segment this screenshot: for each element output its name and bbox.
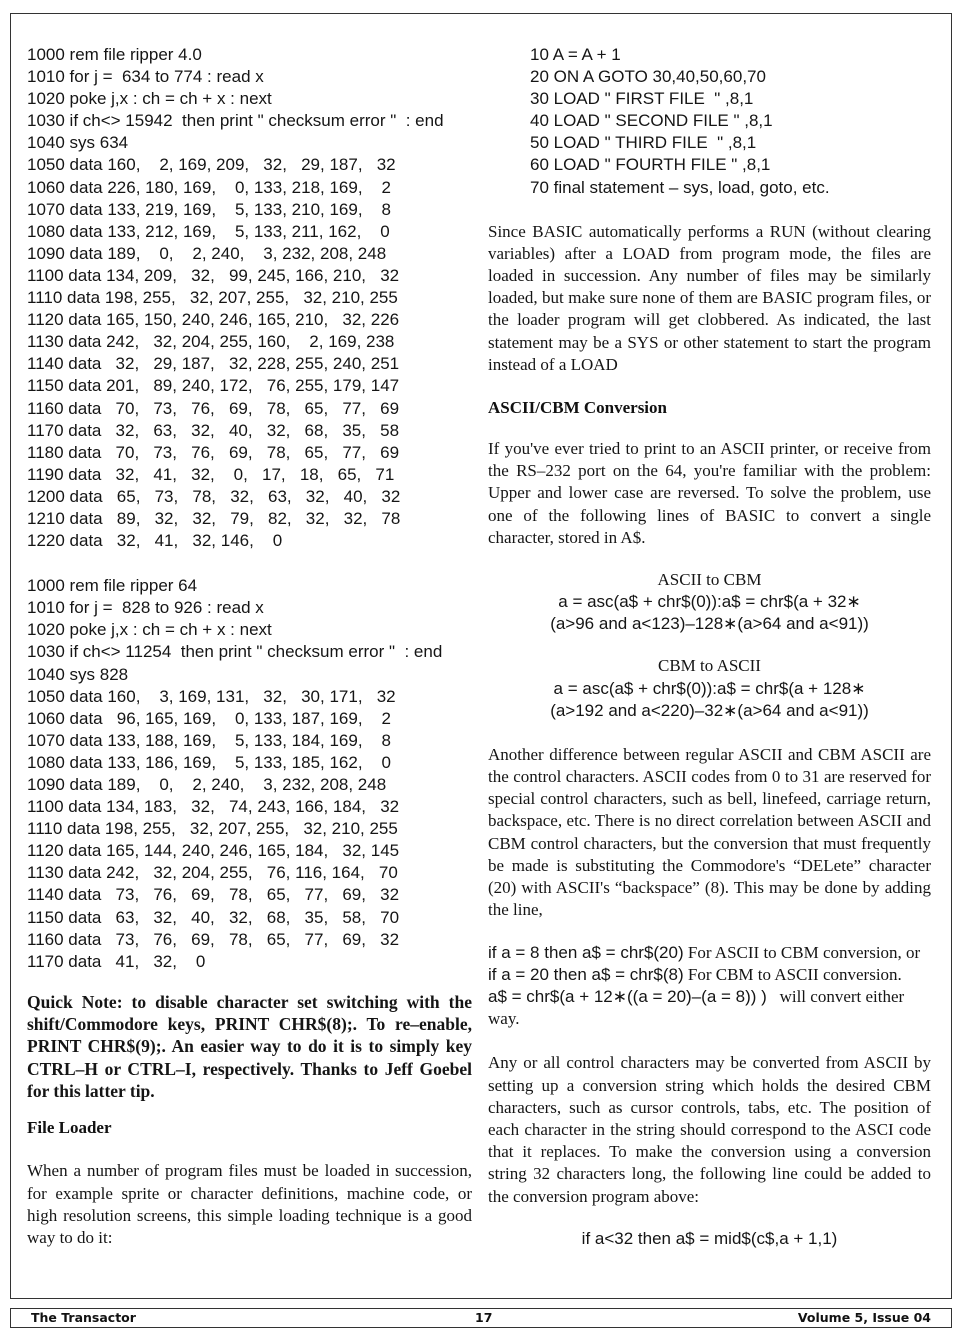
- conversion-line-2-code: if a = 20 then a$ = chr$(8): [488, 964, 684, 984]
- conversion-line-3-text: will convert either way.: [488, 986, 905, 1029]
- conversion-line-2-text: For CBM to ASCII conversion.: [687, 964, 902, 984]
- ripper-64-line: 1120 data 165, 144, 240, 246, 165, 184, 32, 145: [27, 841, 400, 861]
- ripper-4-line: 1130 data 242, 32, 204, 255, 160, 2, 169, 238: [27, 332, 395, 352]
- ripper-4-line: 1110 data 198, 255, 32, 207, 255, 32, 210, 255: [27, 288, 398, 308]
- ripper-64-line: 1020 poke j,x : ch = ch + x : next: [27, 620, 272, 640]
- cbm-to-ascii-line2: (a>192 and a<220)–32∗(a>64 and a<91)): [550, 700, 869, 720]
- ripper-4-line: 1120 data 165, 150, 240, 246, 165, 210, 32, 226: [27, 310, 400, 330]
- ripper-4-line: 1070 data 133, 219, 169, 5, 133, 210, 169, 8: [27, 199, 391, 219]
- ripper-4-line: 1020 poke j,x : ch = ch + x : next: [27, 89, 272, 109]
- ripper-4-line: 1180 data 70, 73, 76, 69, 78, 65, 77, 69: [27, 442, 400, 462]
- ripper-64-line: 1170 data 41, 32, 0: [27, 951, 206, 971]
- ripper-64-line: 1030 if ch<> 11254 then print " checksum error " : end: [27, 642, 443, 662]
- ripper-64-line: 1160 data 73, 76, 69, 78, 65, 77, 69, 32: [27, 929, 400, 949]
- ripper-4-line: 1080 data 133, 212, 169, 5, 133, 211, 162, 0: [27, 221, 390, 241]
- page-footer: [10, 1308, 952, 1328]
- ripper-64-line: 1100 data 134, 183, 32, 74, 243, 166, 184, 32: [27, 797, 400, 817]
- paragraph-control-chars: Another difference between regular ASCII and CBM ASCII are the control characters. ASCII codes from 0 to 31 are reserved for special control characters, such as bell, linefeed, carriage return, backspace, etc. There is no direct correlation between ASCII and CBM control characters, but the conversion that must frequently be made is substituting the Commodore's “DELete” character (20) with ASCII's “backspace” (8). This may be done by adding the line,: [488, 744, 931, 920]
- ripper-4-line: 1040 sys 634: [27, 133, 129, 153]
- conversion-line-3: [488, 986, 931, 1030]
- ripper-4-line: 1030 if ch<> 15942 then print " checksum error " : end: [27, 111, 444, 131]
- ripper-64-line: 1140 data 73, 76, 69, 78, 65, 77, 69, 32: [27, 885, 400, 905]
- quick-note: Quick Note: to disable character set switching with the shift/Commodore keys, PRINT CHR$(8);. To re–enable, PRINT CHR$(9);. An easier way to do it is to simply key CTRL–H or CTRL–I, respectively. Thanks to Jeff Goebel for this latter tip.: [27, 991, 472, 1102]
- file-loader-heading: File Loader: [27, 1118, 112, 1138]
- ripper-4-line: 1090 data 189, 0, 2, 240, 3, 232, 208, 248: [27, 243, 387, 263]
- ripper-4-line: 1140 data 32, 29, 187, 32, 228, 255, 240, 251: [27, 354, 400, 374]
- listing-file-ripper-4: [27, 44, 472, 552]
- loader-line: 60 LOAD " FOURTH FILE " ,8,1: [530, 155, 771, 175]
- paragraph-conversion-string: Any or all control characters may be converted from ASCII by setting up a conversion string which holds the desired CBM characters, such as cursor controls, tabs, etc. The position of each character in the string should correspond to the ASCI code that it replaces. To make the conversion using a conversion string 32 characters long, the following line could be added to the conversion program above:: [488, 1053, 931, 1206]
- ripper-4-line: 1210 data 89, 32, 32, 79, 82, 32, 32, 78: [27, 508, 401, 528]
- ripper-64-line: 1070 data 133, 188, 169, 5, 133, 184, 169, 8: [27, 730, 391, 750]
- final-code-line: if a<32 then a$ = mid$(c$,a + 1,1): [581, 1228, 838, 1248]
- ripper-64-line: 1130 data 242, 32, 204, 255, 76, 116, 164, 70: [27, 863, 398, 883]
- footer-issue: Volume 5, Issue 04: [797, 1310, 931, 1325]
- footer-publication: The Transactor: [31, 1310, 136, 1325]
- ripper-4-line: 1220 data 32, 41, 32, 146, 0: [27, 531, 283, 551]
- conversion-line-1-code: if a = 8 then a$ = chr$(20): [488, 942, 684, 962]
- ripper-4-line: 1000 rem file ripper 4.0: [27, 45, 202, 64]
- ripper-4-line: 1060 data 226, 180, 169, 0, 133, 218, 169, 2: [27, 177, 391, 197]
- ripper-64-line: 1040 sys 828: [27, 664, 129, 684]
- loader-line: 10 A = A + 1: [530, 45, 621, 64]
- ripper-4-line: 1150 data 201, 89, 240, 172, 76, 255, 179, 147: [27, 376, 400, 396]
- ripper-4-line: 1100 data 134, 209, 32, 99, 245, 166, 210, 32: [27, 265, 400, 285]
- ripper-64-line: 1090 data 189, 0, 2, 240, 3, 232, 208, 248: [27, 775, 387, 794]
- ripper-64-line: 1060 data 96, 165, 169, 0, 133, 187, 169, 2: [27, 708, 391, 728]
- loader-line: 70 final statement – sys, load, goto, etc.: [530, 177, 830, 197]
- loader-line: 50 LOAD " THIRD FILE " ,8,1: [530, 133, 757, 153]
- ascii-to-cbm-line1: a = asc(a$ + chr$(0)):a$ = chr$(a + 32∗: [558, 592, 861, 612]
- ripper-64-line: 1000 rem file ripper 64: [27, 576, 198, 596]
- ripper-64-line: 1080 data 133, 186, 169, 5, 133, 185, 162, 0: [27, 752, 391, 772]
- ripper-4-line: 1050 data 160, 2, 169, 209, 32, 29, 187, 32: [27, 155, 396, 175]
- ripper-4-line: 1010 for j = 634 to 774 : read x: [27, 67, 264, 87]
- ripper-4-line: 1190 data 32, 41, 32, 0, 17, 18, 65, 71: [27, 464, 395, 484]
- loader-line: 30 LOAD " FIRST FILE " ,8,1: [530, 89, 754, 109]
- listing-file-ripper-64: [27, 575, 472, 973]
- paragraph-ascii-intro: If you've ever tried to print to an ASCII printer, or receive from the RS–232 port on the 64, you're familiar with the problem: Upper and lower case are reversed. To solve the problem, use one of the following lines of BASIC to convert a single character, stored in A$.: [488, 439, 931, 547]
- left-column: [27, 44, 472, 1249]
- right-column: [488, 44, 931, 1250]
- file-loader-paragraph: When a number of program files must be loaded in succession, for example sprite or character definitions, machine code, or high resolution screens, this simple loading technique is a good way to do it:: [27, 1161, 472, 1247]
- conversion-line-1: [488, 942, 931, 964]
- loader-line: 40 LOAD " SECOND FILE " ,8,1: [530, 111, 773, 131]
- cbm-to-ascii-line1: a = asc(a$ + chr$(0)):a$ = chr$(a + 128∗: [553, 678, 866, 698]
- ascii-to-cbm-line2: (a>96 and a<123)–128∗(a>64 and a<91)): [550, 614, 869, 634]
- ripper-64-line: 1150 data 63, 32, 40, 32, 68, 35, 58, 70: [27, 907, 400, 927]
- ripper-64-line: 1050 data 160, 3, 169, 131, 32, 30, 171, 32: [27, 686, 396, 706]
- loader-listing: [488, 44, 931, 199]
- ripper-64-line: 1110 data 198, 255, 32, 207, 255, 32, 210, 255: [27, 819, 398, 839]
- ascii-to-cbm-title: ASCII to CBM: [657, 570, 762, 590]
- ripper-4-line: 1200 data 65, 73, 78, 32, 63, 32, 40, 32: [27, 486, 401, 506]
- conversion-line-3-code: a$ = chr$(a + 12∗((a = 20)–(a = 8)) ): [488, 986, 767, 1006]
- footer-page-number: 17: [475, 1310, 493, 1325]
- loader-line: 20 ON A GOTO 30,40,50,60,70: [530, 67, 766, 87]
- cbm-to-ascii-title: CBM to ASCII: [658, 656, 761, 676]
- conversion-line-1-text: For ASCII to CBM conversion, or: [687, 942, 921, 962]
- ripper-64-line: 1010 for j = 828 to 926 : read x: [27, 598, 264, 618]
- conversion-line-2: [488, 964, 931, 986]
- paragraph-basic-run: Since BASIC automatically performs a RUN (without clearing variables) after a LOAD from program mode, the files are loaded in succession. Any number of files may be similarly loaded, but make sure none of them are BASIC program files, or the loader program will get clobbered. As indicated, the last statement may be a SYS or other statement to start the program instead of a LOAD: [488, 221, 931, 374]
- ripper-4-line: 1170 data 32, 63, 32, 40, 32, 68, 35, 58: [27, 420, 400, 440]
- ripper-4-line: 1160 data 70, 73, 76, 69, 78, 65, 77, 69: [27, 398, 400, 418]
- ascii-cbm-heading: ASCII/CBM Conversion: [488, 398, 667, 418]
